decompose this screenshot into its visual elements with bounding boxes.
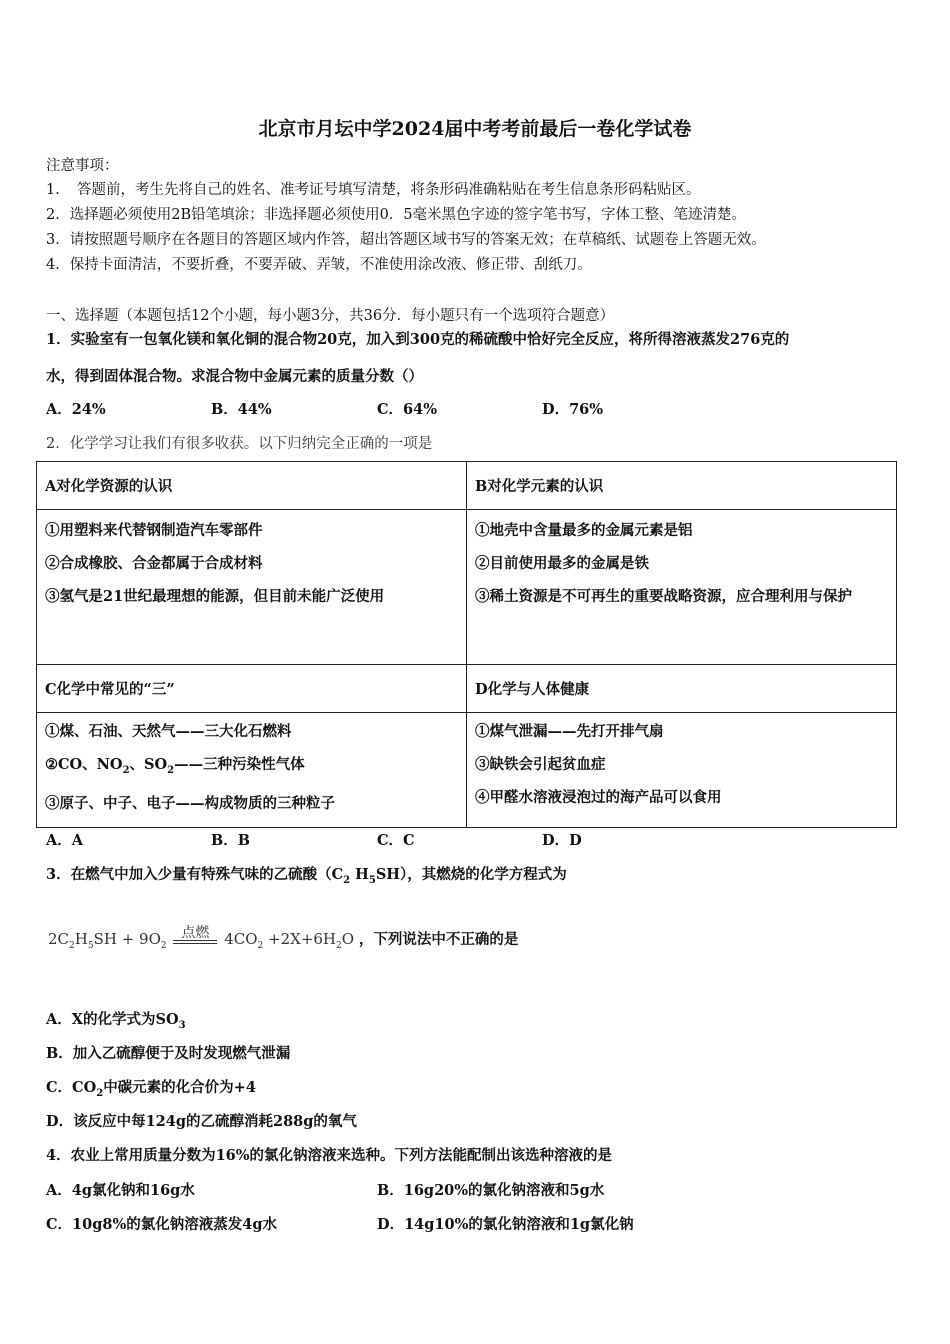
q2-option-a: A．A (46, 832, 84, 849)
table-item: ②CO、$NO_2$、$SO_2——$三种污染性气体 (45, 756, 305, 776)
notice-heading: 注意事项： (46, 158, 119, 174)
table-item: ③稀土资源是不可再生的重要战略资源，应合理利用与保护 (475, 588, 852, 605)
section-heading: 一、选择题（本题包括12个小题，每小题3分，共36分．每小题只有一个选项符合题意） (46, 308, 615, 324)
q4-option-d: D．14g10%的氯化钠溶液和1g氯化钠 (377, 1216, 634, 1233)
q3-stem: 3．在燃气中加入少量有特殊气味的乙硫酸（$C_2$ $H_5SH$），其燃烧的化学方程式为 (46, 866, 567, 886)
q2-option-d: D．D (542, 832, 582, 849)
notice-item: 4．保持卡面清洁，不要折叠，不要弄破、弄皱，不准使用涂改液、修正带、刮纸刀。 (46, 257, 592, 273)
q1-option-b: B．44% (211, 401, 272, 418)
table-head-b: B对化学元素的认识 (467, 462, 897, 510)
q3-option-a: A．X的化学式为$SO_3$ (46, 1011, 186, 1031)
q4-option-c: C．10g8%的氯化钠溶液蒸发4g水 (46, 1216, 277, 1233)
q2-option-b: B．B (211, 832, 251, 849)
table-item: ③氢气是21世纪最理想的能源，但目前未能广泛使用 (45, 588, 385, 605)
table-item: ①煤气泄漏——先打开排气扇 (475, 723, 664, 740)
page-title: 北京市月坛中学2024届中考考前最后一卷化学试卷 (258, 118, 692, 140)
q1-stem-line1: 1．实验室有一包氧化镁和氧化铜的混合物20克，加入到300克的稀硫酸中恰好完全反应，将所得溶液蒸发276克的 (46, 331, 790, 348)
table-head-a: A对化学资源的认识 (37, 462, 467, 510)
table-cell-c (37, 713, 467, 828)
table-cell-b (467, 510, 897, 665)
table-item: ③原子、中子、电子——构成物质的三种粒子 (45, 794, 335, 812)
q4-option-b: B．16g20%的氯化钠溶液和5g水 (377, 1182, 605, 1199)
q4-option-a: A．4g氯化钠和16g水 (46, 1182, 195, 1199)
chemical-equation: $2C_2H_5SH + 9O_2$ 点燃 $4CO_2 +2X+6H_2O$ ，下列说法中不正确的是 (48, 925, 519, 951)
table-head-d: D化学与人体健康 (467, 665, 897, 713)
q2-option-c: C．C (377, 832, 415, 849)
table-item: ①煤、石油、天然气——三大化石燃料 (45, 723, 292, 740)
table-cell-a (37, 510, 467, 665)
q1-option-c: C．64% (377, 401, 437, 418)
table-item: ③缺铁会引起贫血症 (475, 756, 606, 773)
notice-item: 3．请按照题号顺序在各题目的答题区域内作答，超出答题区域书写的答案无效；在草稿纸、试题卷上答题无效。 (46, 232, 766, 248)
q2-table (36, 461, 897, 828)
table-item: ②合成橡胶、合金都属于合成材料 (45, 555, 263, 572)
q1-option-d: D．76% (542, 401, 604, 418)
table-head-c: C化学中常见的“三” (37, 665, 467, 713)
q3-stem-tail: ，下列说法中不正确的是 (358, 931, 519, 948)
q2-stem: 2．化学学习让我们有很多收获。以下归纳完全正确的一项是 (46, 436, 433, 452)
notice-item: 1． 答题前，考生先将自己的姓名、准考证号填写清楚，将条形码准确粘贴在考生信息条形码粘贴区。 (46, 182, 701, 198)
q1-option-a: A．24% (46, 401, 106, 418)
reaction-condition: 点燃 (173, 938, 217, 944)
table-cell-d (467, 713, 897, 828)
q3-option-d: D．该反应中每124g的乙硫醇消耗288g的氧气 (46, 1113, 357, 1130)
q4-stem: 4．农业上常用质量分数为16%的氯化钠溶液来选种。下列方法能配制出该选种溶液的是 (46, 1147, 613, 1164)
table-item: ①地壳中含量最多的金属元素是铝 (475, 522, 693, 539)
q3-option-c: C．$CO_2$中碳元素的化合价为+4 (46, 1079, 256, 1099)
table-item: ④甲醛水溶液浸泡过的海产品可以食用 (475, 789, 722, 806)
q3-option-b: B．加入乙硫醇便于及时发现燃气泄漏 (46, 1045, 291, 1062)
notice-item: 2．选择题必须使用2B铅笔填涂；非选择题必须使用0．5毫米黑色字迹的签字笔书写，字体工整、笔迹清楚。 (46, 207, 747, 223)
table-item: ②目前使用最多的金属是铁 (475, 555, 649, 572)
table-item: ①用塑料来代替钢制造汽车零部件 (45, 522, 263, 539)
q1-stem-line2: 水，得到固体混合物。求混合物中金属元素的质量分数（） (46, 368, 423, 385)
